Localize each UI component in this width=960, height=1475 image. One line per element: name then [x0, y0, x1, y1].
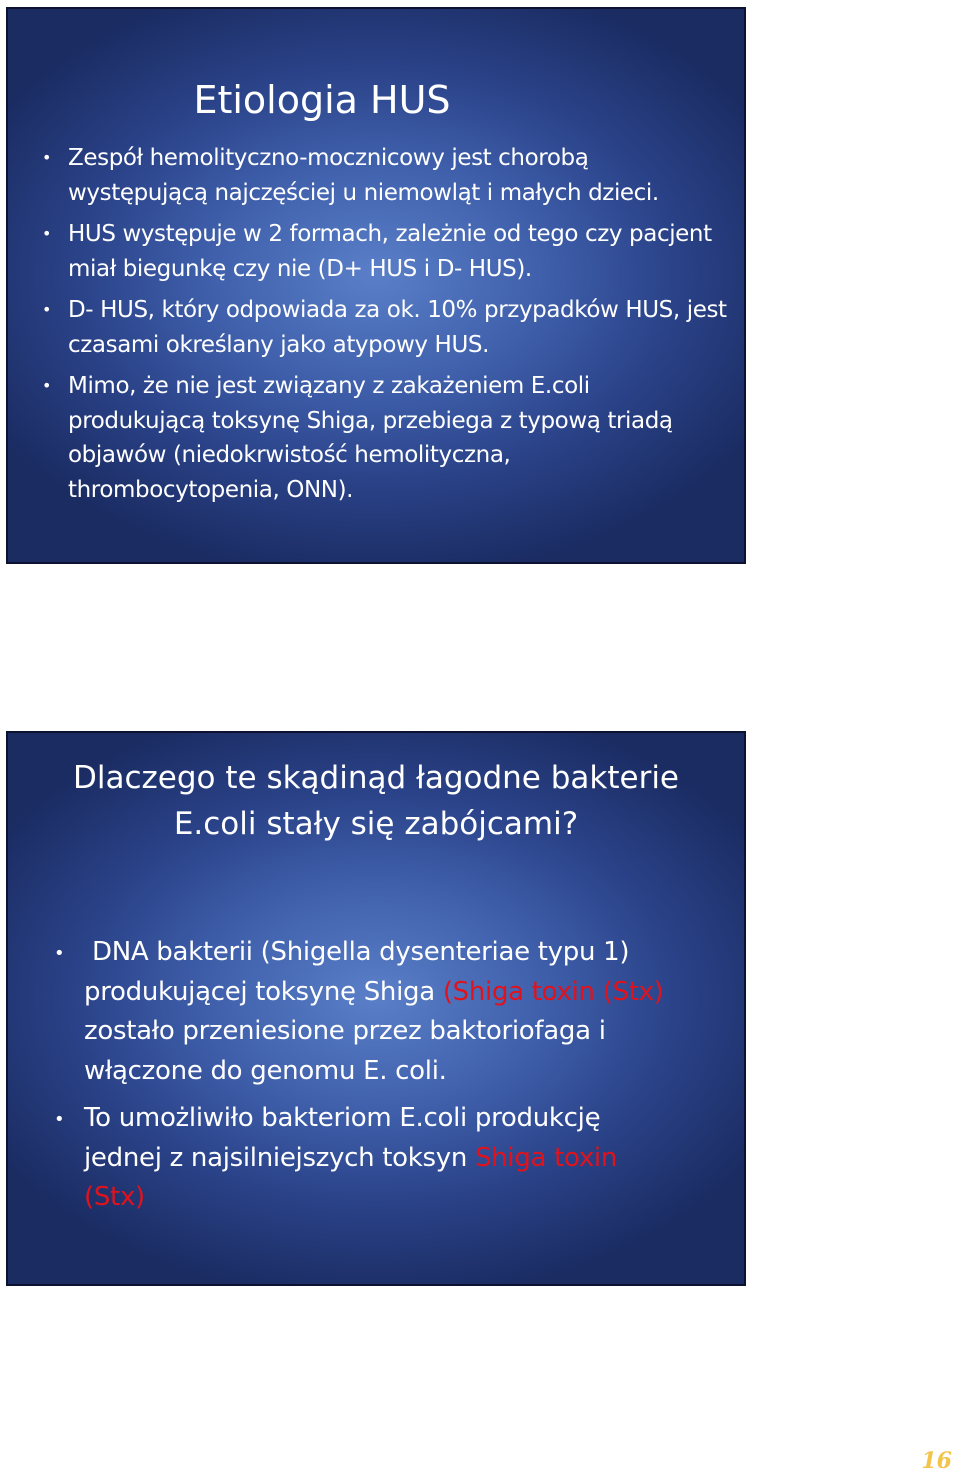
bullet-list [8, 933, 684, 1226]
bullet-item [8, 293, 728, 362]
bullet-icon: • [54, 943, 65, 964]
bullet-text: Zespół hemolityczno-mocznicowy jest chorobą występującą najczęściej u niemowląt i małych dzieci. [68, 145, 659, 206]
bullet-icon: • [42, 148, 52, 167]
bullet-text: To umożliwiło bakteriom E.coli produkcję jednej z najsilniejszych toksyn [84, 1103, 601, 1173]
bullet-text: DNA bakterii (Shigella dysenteriae typu 1) produkującej toksynę Shiga [84, 937, 630, 1007]
highlight-shiga-toxin: (Shiga toxin (Stx) [442, 976, 664, 1007]
title-line-1: Dlaczego te skądinąd łagodne bakterie [73, 760, 679, 796]
bullet-icon: • [42, 376, 52, 395]
title-line-2: E.coli stały się zabójcami? [173, 806, 579, 842]
bullet-item [8, 369, 728, 507]
slide-dlaczego-ecoli [6, 731, 746, 1286]
bullet-text: HUS występuje w 2 formach, zależnie od tego czy pacjent miał biegunkę czy nie (D+ HUS i D- HUS). [68, 221, 712, 282]
bullet-text-rest: zostało przeniesione przez baktoriofaga i włączone do genomu E. coli. [84, 1016, 606, 1086]
slide-title: Etiologia HUS [193, 78, 451, 122]
slide-etiologia-hus [6, 7, 746, 564]
bullet-list [8, 141, 728, 514]
bullet-item [8, 141, 728, 210]
bullet-icon: • [54, 1109, 65, 1130]
highlight-shiga-toxin: Shiga toxin (Stx) [84, 1142, 618, 1212]
bullet-text: D- HUS, który odpowiada za ok. 10% przypadków HUS, jest czasami określany jako atypowy HUS. [68, 297, 727, 358]
bullet-icon: • [42, 300, 52, 319]
page-number: 16 [921, 1448, 952, 1474]
bullet-text: Mimo, że nie jest związany z zakażeniem E.coli produkującą toksynę Shiga, przebiega z typową triadą objawów (niedokrwistość hemolityczna, thrombocytopenia, ONN). [68, 373, 673, 503]
slide-title [8, 755, 744, 847]
bullet-icon: • [42, 224, 52, 243]
bullet-item [8, 1099, 684, 1218]
bullet-item [8, 217, 728, 286]
bullet-item [8, 933, 684, 1091]
